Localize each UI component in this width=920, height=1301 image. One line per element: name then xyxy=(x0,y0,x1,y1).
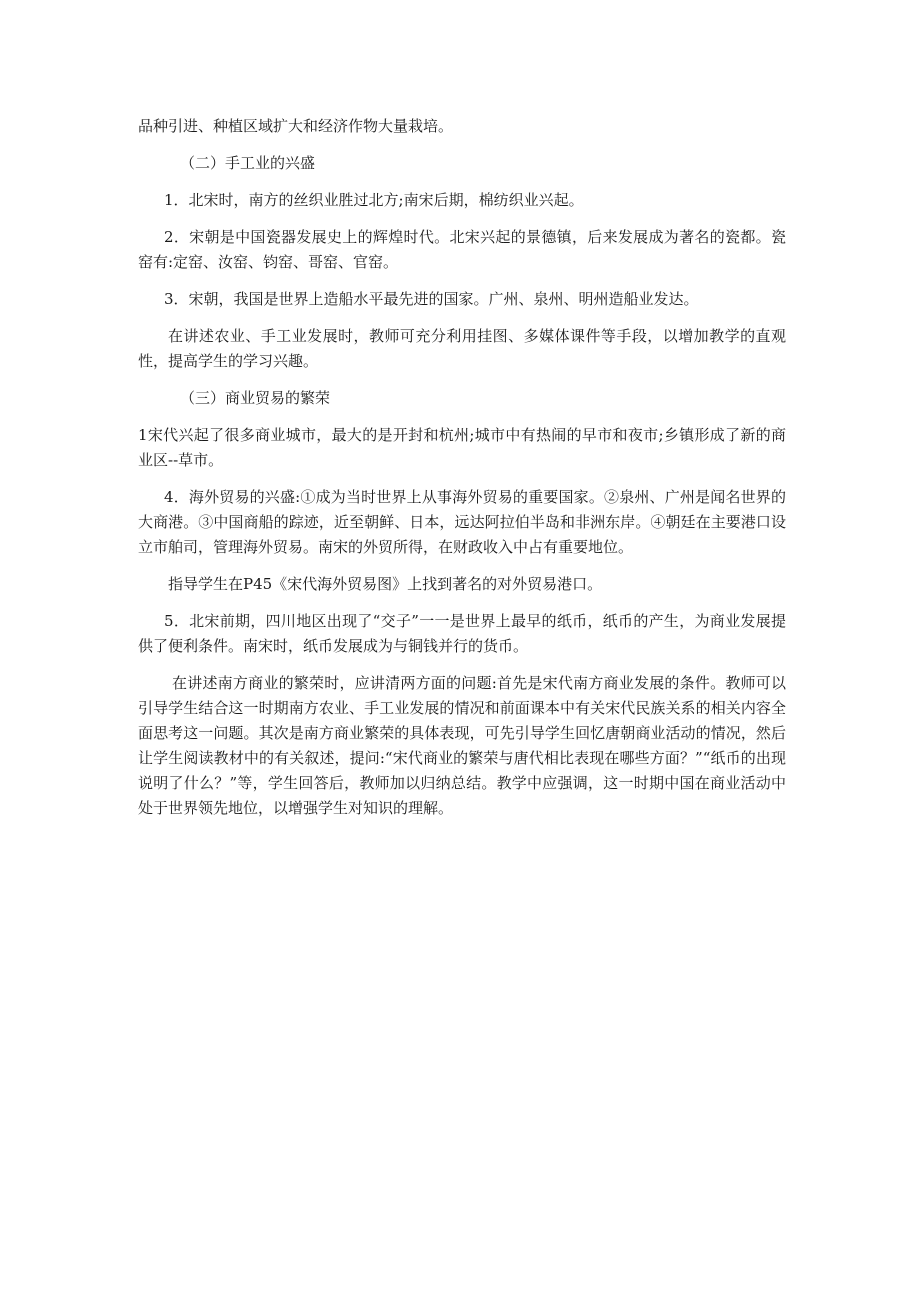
section-heading-handicraft: （二）手工业的兴盛 xyxy=(180,154,316,172)
paragraph-agriculture-ending: 品种引进、种植区域扩大和经济作物大量栽培。 xyxy=(138,117,454,135)
teaching-note-agriculture: 在讲述农业、手工业发展时，教师可充分利用挂图、多媒体课件等手段，以增加教学的直观性，提高学生的学习兴趣。 xyxy=(138,327,786,370)
list-item-overseas-trade: 4．海外贸易的兴盛:①成为当时世界上从事海外贸易的重要国家。②泉州、广州是闻名世界的大商港。③中国商船的踪迹，近至朝鲜、日本，远达阿拉伯半岛和非洲东岸。④朝廷在主要港口设立市舶司，管理海外贸易。南宋的外贸所得，在财政收入中占有重要地位。 xyxy=(138,488,786,556)
list-item-silk-cotton: 1．北宋时，南方的丝织业胜过北方;南宋后期，棉纺织业兴起。 xyxy=(164,191,584,209)
document-body xyxy=(138,114,786,833)
list-item-commercial-cities: 1宋代兴起了很多商业城市，最大的是开封和杭州;城市中有热闹的早市和夜市;乡镇形成了新的商业区--草市。 xyxy=(138,426,786,469)
list-item-porcelain: 2．宋朝是中国瓷器发展史上的辉煌时代。北宋兴起的景德镇，后来发展成为著名的瓷都。瓷窑有:定窑、汝窑、钧窑、哥窑、官窑。 xyxy=(138,228,786,271)
list-item-paper-money: 5．北宋前期，四川地区出现了“交子”一一是世界上最早的纸币，纸币的产生，为商业发展提供了便利条件。南宋时，纸币发展成为与铜钱并行的货币。 xyxy=(138,612,786,655)
list-item-shipbuilding: 3．宋朝，我国是世界上造船水平最先进的国家。广州、泉州、明州造船业发达。 xyxy=(164,290,699,308)
section-heading-commerce: （三）商业贸易的繁荣 xyxy=(180,389,331,407)
teaching-note-commerce: 在讲述南方商业的繁荣时，应讲清两方面的问题:首先是宋代南方商业发展的条件。教师可以引导学生结合这一时期南方农业、手工业发展的情况和前面课本中有关宋代民族关系的相关内容全面思考这一问题。其次是南方商业繁荣的具体表现，可先引导学生回忆唐朝商业活动的情况，然后让学生阅读教材中的有关叙述，提问:“宋代商业的繁荣与唐代相比表现在哪些方面？”“纸币的出现说明了什么？”等，学生回答后，教师加以归纳总结。教学中应强调，这一时期中国在商业活动中处于世界领先地位，以增强学生对知识的理解。 xyxy=(138,674,786,817)
teaching-note-trade-map: 指导学生在P45《宋代海外贸易图》上找到著名的对外贸易港口。 xyxy=(168,575,603,593)
